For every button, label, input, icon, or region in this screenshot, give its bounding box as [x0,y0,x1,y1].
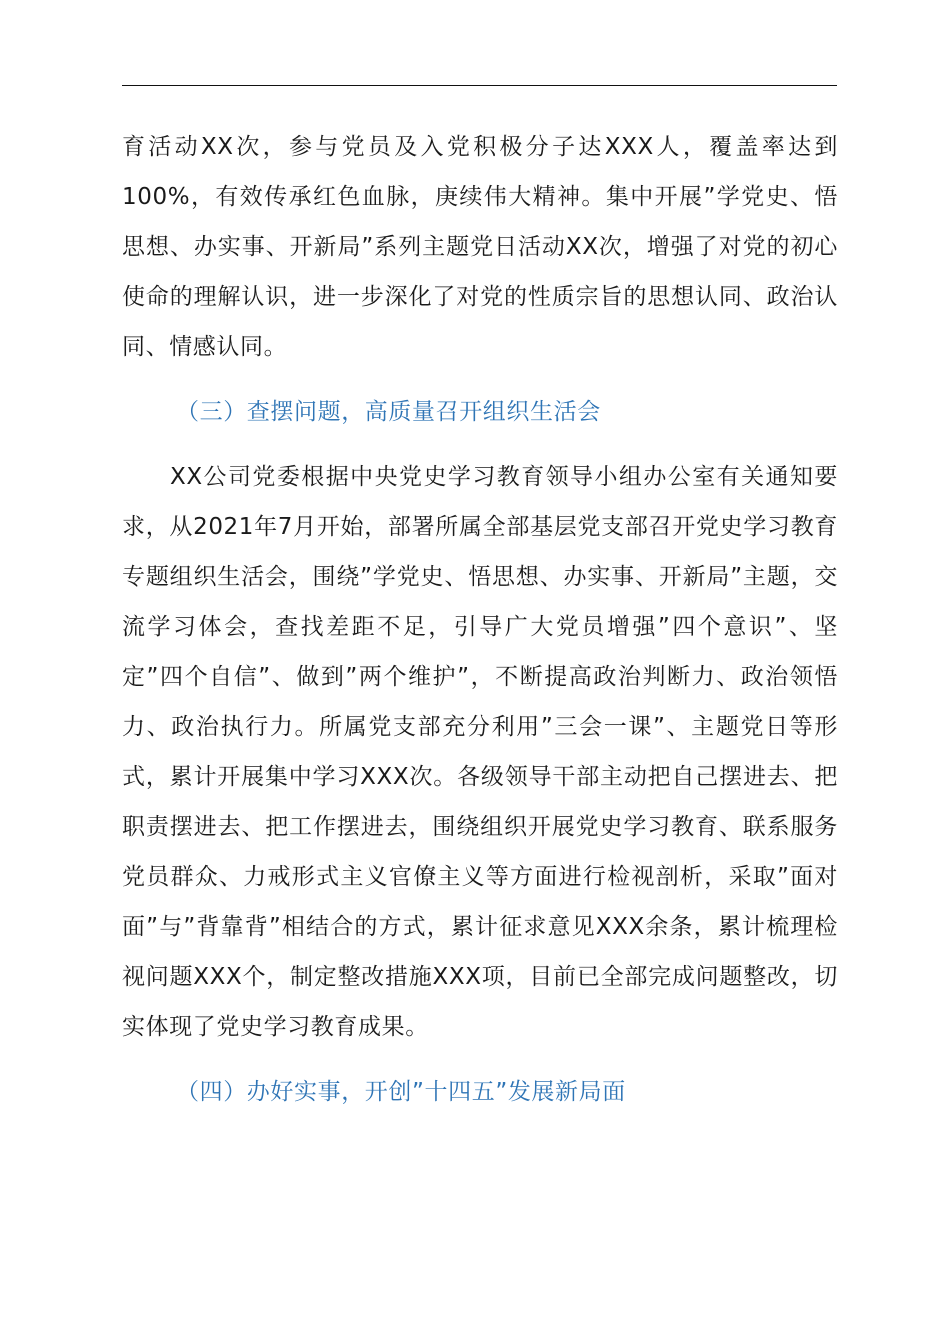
section-heading-4: （四）办好实事，开创”十四五”发展新局面 [176,1079,626,1105]
header-rule [122,85,837,86]
document-body [122,122,838,1132]
paragraph-continuation: 育活动XX次，参与党员及入党积极分子达XXX人，覆盖率达到100%，有效传承红色血脉，庚续伟大精神。集中开展”学党史、悟思想、办实事、开新局”系列主题党日活动XX次，增强了对党的初心使命的理解认识，进一步深化了对党的性质宗旨的思想认同、政治认同、情感认同。 [122,134,838,360]
section-heading-3: （三）查摆问题，高质量召开组织生活会 [176,399,601,425]
paragraph-section-3: XX公司党委根据中央党史学习教育领导小组办公室有关通知要求，从2021年7月开始，部署所属全部基层党支部召开党史学习教育专题组织生活会，围绕”学党史、悟思想、办实事、开新局”主题，交流学习体会，查找差距不足，引导广大党员增强”四个意识”、坚定”四个自信”、做到”两个维护”，不断提高政治判断力、政治领悟力、政治执行力。所属党支部充分利用”三会一课”、主题党日等形式，累计开展集中学习XXX次。各级领导干部主动把自己摆进去、把职责摆进去、把工作摆进去，围绕组织开展党史学习教育、联系服务党员群众、力戒形式主义官僚主义等方面进行检视剖析，采取”面对面”与”背靠背”相结合的方式，累计征求意见XXX余条，累计梳理检视问题XXX个，制定整改措施XXX项，目前已全部完成问题整改，切实体现了党史学习教育成果。 [122,464,838,1040]
